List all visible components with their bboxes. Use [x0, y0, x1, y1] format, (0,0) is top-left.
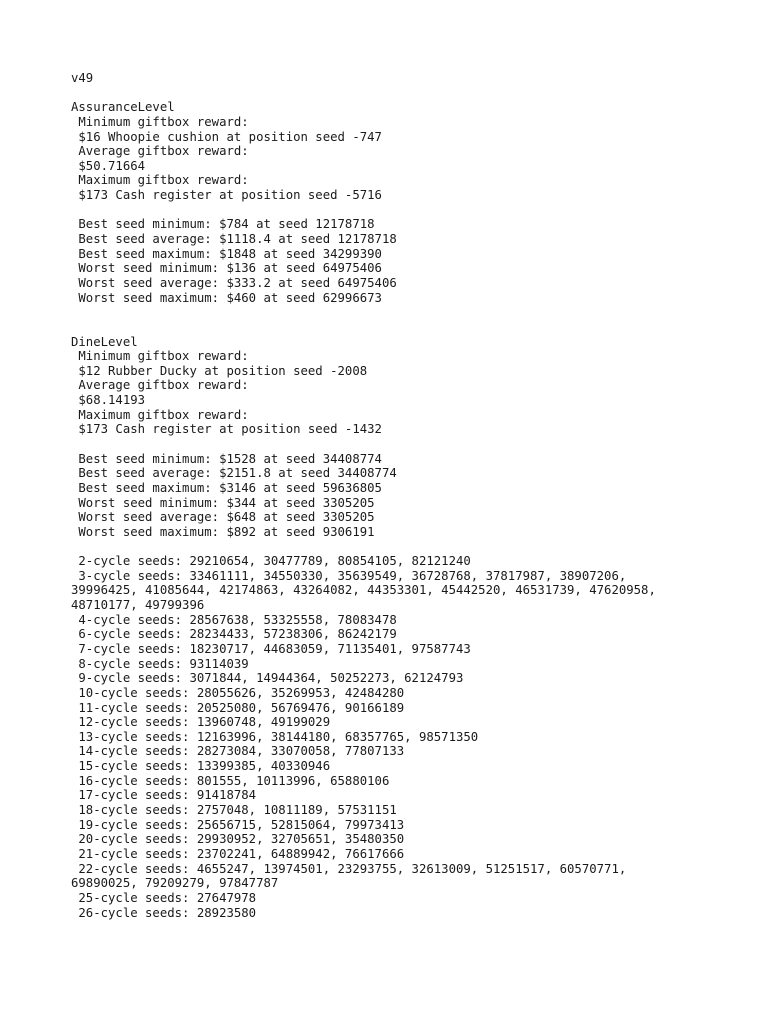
cycle-seeds-line: 9-cycle seeds: 3071844, 14944364, 50252273, 62124793: [71, 671, 464, 686]
cycle-seeds-line: 69890025, 79209279, 97847787: [71, 876, 279, 891]
text-line: Worst seed maximum: $460 at seed 62996673: [71, 290, 382, 305]
cycle-seeds-line: 2-cycle seeds: 29210654, 30477789, 80854105, 82121240: [71, 554, 471, 569]
text-line: Best seed minimum: $1528 at seed 34408774: [71, 451, 382, 466]
cycle-seeds-line: 8-cycle seeds: 93114039: [71, 656, 249, 671]
cycle-seeds-line: 39996425, 41085644, 42174863, 43264082, 44353301, 45442520, 46531739, 47620958,: [71, 583, 656, 598]
text-line: $50.71664: [71, 158, 146, 173]
blank-line: [71, 437, 731, 452]
cycle-seeds-line: 22-cycle seeds: 4655247, 13974501, 23293755, 32613009, 51251517, 60570771,: [71, 861, 627, 876]
text-line: Maximum giftbox reward:: [71, 407, 249, 422]
text-line: Minimum giftbox reward:: [71, 114, 249, 129]
text-line: $16 Whoopie cushion at position seed -747: [71, 129, 382, 144]
cycle-seeds-line: 19-cycle seeds: 25656715, 52815064, 79973413: [71, 817, 405, 832]
cycle-seeds-line: 12-cycle seeds: 13960748, 49199029: [71, 715, 331, 730]
text-line: Best seed average: $2151.8 at seed 34408774: [71, 466, 397, 481]
cycle-seeds-line: 48710177, 49799396: [71, 598, 205, 613]
text-line: Best seed average: $1118.4 at seed 12178718: [71, 232, 397, 247]
text-line: Worst seed minimum: $344 at seed 3305205: [71, 495, 375, 510]
cycle-seeds-line: 3-cycle seeds: 33461111, 34550330, 35639549, 36728768, 37817987, 38907206,: [71, 568, 627, 583]
text-line: $68.14193: [71, 393, 146, 408]
cycle-seeds-line: 10-cycle seeds: 28055626, 35269953, 42484280: [71, 685, 405, 700]
text-line: Maximum giftbox reward:: [71, 173, 249, 188]
text-line: Minimum giftbox reward:: [71, 349, 249, 364]
text-line: $173 Cash register at position seed -5716: [71, 188, 382, 203]
cycle-seeds-line: 4-cycle seeds: 28567638, 53325558, 78083478: [71, 612, 397, 627]
cycle-seeds-line: 26-cycle seeds: 28923580: [71, 905, 257, 920]
section-title-dine: DineLevel: [71, 334, 138, 349]
cycle-seeds-line: 6-cycle seeds: 28234433, 57238306, 86242179: [71, 627, 397, 642]
cycle-seeds-line: 16-cycle seeds: 801555, 10113996, 65880106: [71, 773, 390, 788]
blank-line: [71, 320, 731, 335]
cycle-seeds-line: 15-cycle seeds: 13399385, 40330946: [71, 759, 331, 774]
cycle-seeds-line: 18-cycle seeds: 2757048, 10811189, 57531151: [71, 803, 397, 818]
blank-line: [71, 203, 731, 218]
cycle-seeds-line: 20-cycle seeds: 29930952, 32705651, 35480350: [71, 832, 405, 847]
text-line: $173 Cash register at position seed -1432: [71, 422, 382, 437]
section-title-assurance: AssuranceLevel: [71, 100, 175, 115]
cycle-seeds-line: 13-cycle seeds: 12163996, 38144180, 68357765, 98571350: [71, 729, 479, 744]
cycle-seeds-line: 21-cycle seeds: 23702241, 64889942, 76617666: [71, 846, 405, 861]
blank-line: [71, 540, 731, 555]
text-line: Average giftbox reward:: [71, 144, 249, 159]
text-line: Worst seed average: $648 at seed 3305205: [71, 510, 375, 525]
cycle-seeds-line: 14-cycle seeds: 28273084, 33070058, 77807133: [71, 744, 405, 759]
text-line: Best seed maximum: $1848 at seed 34299390: [71, 246, 382, 261]
text-line: Worst seed average: $333.2 at seed 64975406: [71, 275, 397, 290]
text-line: $12 Rubber Ducky at position seed -2008: [71, 363, 368, 378]
cycle-seeds-line: 11-cycle seeds: 20525080, 56769476, 90166189: [71, 700, 405, 715]
text-line: Best seed minimum: $784 at seed 12178718: [71, 217, 375, 232]
cycle-seeds-line: 7-cycle seeds: 18230717, 44683059, 71135401, 97587743: [71, 641, 471, 656]
cycle-seeds-line: 17-cycle seeds: 91418784: [71, 788, 257, 803]
blank-line: [71, 86, 731, 101]
text-line: Best seed maximum: $3146 at seed 59636805: [71, 480, 382, 495]
cycle-seeds-line: 25-cycle seeds: 27647978: [71, 890, 257, 905]
text-line: Worst seed maximum: $892 at seed 9306191: [71, 524, 375, 539]
blank-line: [71, 305, 731, 320]
text-line: Worst seed minimum: $136 at seed 64975406: [71, 261, 382, 276]
version-line: v49: [71, 71, 94, 85]
text-line: Average giftbox reward:: [71, 378, 249, 393]
text-document: [71, 71, 731, 920]
